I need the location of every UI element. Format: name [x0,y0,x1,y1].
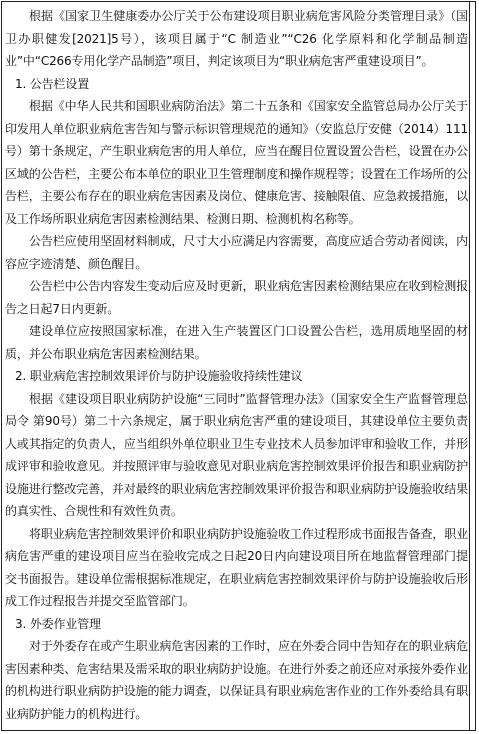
bulletin-paragraph-1: 根据《中华人民共和国职业病防治法》第二十五条和《国家安全监管总局办公厅关于印发用人单位职业病危害告知与警示标识管理规范的通知》（安监总厅安健（2014）111号）第十条规定，产生职业病危害的用人单位，应当在醒目位置设置公告栏，设置在办公区域的公告栏，主要公布本单位的职业卫生管理制度和操作规程等；设置在工作场所的公告栏，主要公布存在的职业病危害因素及岗位、健康危害、接触限值、应急救援措施，以及工作场所职业病危害因素检测结果、检测日期、检测机构名称等。 [5,99,468,226]
document-body [5,5,468,725]
section-heading-outsource: 3. 外委作业管理 [15,616,101,631]
outsource-paragraph: 对于外委存在或产生职业病危害因素的工作时，应在外委合同中告知存在的职业病危害因素种类、危害结果及需采取的职业病防护设施。在进行外委之前还应对承接外委作业的机构进行职业病防护设施的能力调查，以保证具有职业病危害作业的工作外委给具有职业病防护能力的机构进行。 [5,639,468,721]
bulletin-paragraph-3: 公告栏中公告内容发生变动后应及时更新，职业病危害因素检测结果应在收到检测报告之日起7日内更新。 [5,279,468,316]
section-heading-evaluation: 2. 职业病危害控制效果评价与防护设施验收持续性建议 [15,369,303,383]
section-heading-bulletin: 1. 公告栏设置 [15,76,90,91]
evaluation-paragraph-2: 将职业病危害控制效果评价和职业病防护设施验收工作过程形成书面报告备查，职业病危害严重的建设项目应当在验收完成之日起20日内向建设项目所在地监督管理部门提交书面报告。建设单位需根据标准规定，在职业病危害控制效果评价与防护设施验收后形成工作过程报告并提交至监管部门。 [5,526,468,608]
bulletin-paragraph-4: 建设单位应按照国家标准，在进入生产装置区门口设置公告栏，选用质地坚固的材质，并公布职业病危害因素检测结果。 [5,324,468,361]
evaluation-paragraph-1: 根据《建设项目职业病防护设施“三同时”监督管理办法》（国家安全生产监督管理总局令 第90号）第二十六条规定，属于职业病危害严重的建设项目，其建设单位主要负责人或其指定的负责人，应当组织外单位职业卫生专业技术人员参加评审和验收工作，并形成评审和验收意见。并按照评审与验收意见对职业病危害控制效果评价报告和职业病防护设施进行整改完善，并对最终的职业病危害控制效果评价报告和职业病防护设施验收结果的真实性、合规性和有效性负责。 [5,391,468,518]
intro-paragraph: 根据《国家卫生健康委办公厅关于公布建设项目职业病危害风险分类管理目录》（国卫办职健发[2021]5号），该项目属于“C 制造业”“C26 化学原料和化学制品制造业”中“C266专用化学产品制造”项目，判定该项目为“职业病危害严重建设项目”。 [5,9,468,68]
bulletin-paragraph-2: 公告栏应使用坚固材料制成，尺寸大小应满足内容需要，高度应适合劳动者阅读，内容应字迹清楚、颜色醒目。 [5,234,468,271]
document-frame [1,1,476,731]
